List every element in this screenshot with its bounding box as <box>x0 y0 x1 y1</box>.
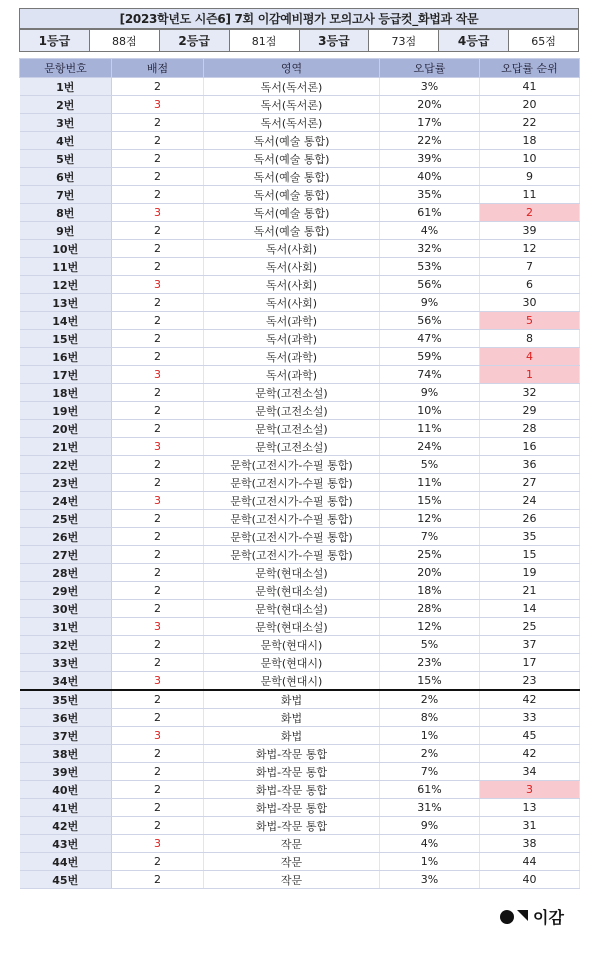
cell-area: 독서(과학) <box>204 348 380 366</box>
cell-error-rate: 39% <box>380 150 480 168</box>
cell-error-rate: 11% <box>380 420 480 438</box>
cell-error-rate: 11% <box>380 474 480 492</box>
cell-error-rank: 42 <box>480 745 580 763</box>
cell-area: 화법-작문 통합 <box>204 745 380 763</box>
cell-error-rate: 24% <box>380 438 480 456</box>
header-area: 영역 <box>204 59 380 78</box>
cell-error-rate: 7% <box>380 763 480 781</box>
cell-area: 독서(예술 통합) <box>204 150 380 168</box>
grade-1-score: 88점 <box>89 30 159 52</box>
header-points: 배점 <box>112 59 204 78</box>
cell-question-number: 33번 <box>20 654 112 672</box>
cell-points: 2 <box>112 582 204 600</box>
cell-points: 2 <box>112 817 204 835</box>
cell-points: 3 <box>112 835 204 853</box>
grade-4-label: 4등급 <box>439 30 509 52</box>
cell-points: 2 <box>112 330 204 348</box>
cell-area: 독서(사회) <box>204 240 380 258</box>
title-table <box>19 8 579 29</box>
cell-area: 독서(독서론) <box>204 96 380 114</box>
cell-error-rank: 15 <box>480 546 580 564</box>
cell-points: 2 <box>112 564 204 582</box>
cell-error-rate: 20% <box>380 96 480 114</box>
cell-error-rate: 8% <box>380 709 480 727</box>
cell-points: 2 <box>112 114 204 132</box>
cell-question-number: 18번 <box>20 384 112 402</box>
table-row <box>20 222 580 240</box>
table-row <box>20 96 580 114</box>
table-row <box>20 330 580 348</box>
cell-error-rate: 7% <box>380 528 480 546</box>
cell-error-rate: 10% <box>380 402 480 420</box>
cell-points: 2 <box>112 853 204 871</box>
cell-points: 2 <box>112 871 204 889</box>
cell-error-rank: 16 <box>480 438 580 456</box>
cell-error-rank: 26 <box>480 510 580 528</box>
cell-points: 2 <box>112 654 204 672</box>
table-row <box>20 546 580 564</box>
header-error-rank: 오답률 순위 <box>480 59 580 78</box>
cell-error-rate: 3% <box>380 78 480 96</box>
question-stats-table <box>19 58 580 889</box>
cell-error-rate: 4% <box>380 222 480 240</box>
cell-question-number: 14번 <box>20 312 112 330</box>
cell-points: 2 <box>112 528 204 546</box>
table-row <box>20 817 580 835</box>
cell-error-rank: 30 <box>480 294 580 312</box>
cell-question-number: 42번 <box>20 817 112 835</box>
cell-points: 3 <box>112 204 204 222</box>
cell-error-rate: 15% <box>380 492 480 510</box>
cell-area: 독서(독서론) <box>204 114 380 132</box>
cell-error-rate: 56% <box>380 276 480 294</box>
table-row <box>20 114 580 132</box>
cell-error-rate: 5% <box>380 456 480 474</box>
cell-points: 2 <box>112 132 204 150</box>
cell-question-number: 4번 <box>20 132 112 150</box>
table-row <box>20 168 580 186</box>
cell-error-rate: 25% <box>380 546 480 564</box>
cell-points: 2 <box>112 799 204 817</box>
cell-question-number: 29번 <box>20 582 112 600</box>
cell-error-rank: 19 <box>480 564 580 582</box>
table-row <box>20 366 580 384</box>
cell-points: 3 <box>112 276 204 294</box>
cell-error-rank: 34 <box>480 763 580 781</box>
cell-error-rank: 7 <box>480 258 580 276</box>
cell-area: 문학(고전소설) <box>204 402 380 420</box>
table-row <box>20 835 580 853</box>
cell-question-number: 19번 <box>20 402 112 420</box>
table-header-row <box>20 59 580 78</box>
cell-question-number: 12번 <box>20 276 112 294</box>
cell-question-number: 5번 <box>20 150 112 168</box>
grade-2-score: 81점 <box>229 30 299 52</box>
cell-question-number: 24번 <box>20 492 112 510</box>
table-row <box>20 799 580 817</box>
cell-area: 문학(현대시) <box>204 636 380 654</box>
cell-error-rank: 11 <box>480 186 580 204</box>
cell-error-rank: 10 <box>480 150 580 168</box>
cell-area: 독서(사회) <box>204 294 380 312</box>
cell-points: 3 <box>112 438 204 456</box>
table-row <box>20 618 580 636</box>
grade-1-label: 1등급 <box>20 30 90 52</box>
table-row <box>20 727 580 745</box>
cell-area: 독서(과학) <box>204 312 380 330</box>
cell-points: 2 <box>112 600 204 618</box>
cell-area: 문학(고전소설) <box>204 438 380 456</box>
table-row <box>20 510 580 528</box>
cell-error-rank: 36 <box>480 456 580 474</box>
cell-points: 2 <box>112 78 204 96</box>
table-row <box>20 654 580 672</box>
cell-error-rate: 32% <box>380 240 480 258</box>
cell-area: 독서(예술 통합) <box>204 204 380 222</box>
cell-question-number: 13번 <box>20 294 112 312</box>
cell-points: 2 <box>112 474 204 492</box>
table-row <box>20 672 580 691</box>
cell-area: 문학(고전시가-수필 통합) <box>204 510 380 528</box>
table-row <box>20 276 580 294</box>
cell-error-rate: 9% <box>380 294 480 312</box>
table-row <box>20 636 580 654</box>
cell-area: 문학(고전시가-수필 통합) <box>204 492 380 510</box>
table-row <box>20 150 580 168</box>
cell-error-rate: 35% <box>380 186 480 204</box>
cell-question-number: 32번 <box>20 636 112 654</box>
cell-question-number: 3번 <box>20 114 112 132</box>
cell-error-rate: 9% <box>380 817 480 835</box>
logo-dot-icon <box>500 910 514 924</box>
table-row <box>20 186 580 204</box>
cell-points: 2 <box>112 348 204 366</box>
cell-question-number: 15번 <box>20 330 112 348</box>
cell-question-number: 34번 <box>20 672 112 691</box>
cell-error-rank: 45 <box>480 727 580 745</box>
table-row <box>20 294 580 312</box>
table-row <box>20 384 580 402</box>
cell-points: 2 <box>112 240 204 258</box>
cell-points: 3 <box>112 366 204 384</box>
cell-error-rank: 28 <box>480 420 580 438</box>
cell-area: 독서(사회) <box>204 276 380 294</box>
cell-error-rank: 18 <box>480 132 580 150</box>
cell-error-rate: 40% <box>380 168 480 186</box>
cell-error-rate: 56% <box>380 312 480 330</box>
cell-error-rank: 40 <box>480 871 580 889</box>
cell-error-rate: 5% <box>380 636 480 654</box>
cell-area: 문학(현대시) <box>204 654 380 672</box>
cell-area: 문학(고전소설) <box>204 384 380 402</box>
table-row <box>20 78 580 96</box>
cell-error-rate: 2% <box>380 690 480 709</box>
table-row <box>20 420 580 438</box>
cell-question-number: 9번 <box>20 222 112 240</box>
cell-error-rank: 6 <box>480 276 580 294</box>
cell-error-rate: 61% <box>380 781 480 799</box>
cell-area: 독서(과학) <box>204 330 380 348</box>
cell-error-rate: 9% <box>380 384 480 402</box>
cell-points: 2 <box>112 150 204 168</box>
cell-error-rank: 20 <box>480 96 580 114</box>
cell-area: 문학(현대소설) <box>204 564 380 582</box>
cell-error-rank: 22 <box>480 114 580 132</box>
cell-area: 독서(예술 통합) <box>204 132 380 150</box>
cell-error-rate: 12% <box>380 618 480 636</box>
cell-points: 2 <box>112 294 204 312</box>
cell-area: 독서(예술 통합) <box>204 186 380 204</box>
cell-error-rate: 15% <box>380 672 480 691</box>
table-row <box>20 402 580 420</box>
table-row <box>20 763 580 781</box>
cell-question-number: 21번 <box>20 438 112 456</box>
cell-points: 3 <box>112 618 204 636</box>
cell-points: 2 <box>112 763 204 781</box>
cell-question-number: 36번 <box>20 709 112 727</box>
cell-error-rank: 42 <box>480 690 580 709</box>
cell-error-rank: 17 <box>480 654 580 672</box>
cell-points: 2 <box>112 690 204 709</box>
table-row <box>20 438 580 456</box>
logo-triangle-icon <box>517 910 528 921</box>
table-row <box>20 582 580 600</box>
grade-4-score: 65점 <box>509 30 579 52</box>
cell-points: 2 <box>112 745 204 763</box>
cell-points: 3 <box>112 727 204 745</box>
cell-error-rank: 41 <box>480 78 580 96</box>
cell-question-number: 44번 <box>20 853 112 871</box>
cell-error-rank: 13 <box>480 799 580 817</box>
logo-text: 이감 <box>533 908 564 927</box>
cell-error-rank: 2 <box>480 204 580 222</box>
cell-points: 2 <box>112 636 204 654</box>
cell-error-rate: 31% <box>380 799 480 817</box>
cell-points: 2 <box>112 186 204 204</box>
cell-area: 문학(현대소설) <box>204 600 380 618</box>
cell-question-number: 45번 <box>20 871 112 889</box>
cell-question-number: 1번 <box>20 78 112 96</box>
cell-points: 2 <box>112 546 204 564</box>
cell-area: 작문 <box>204 871 380 889</box>
cell-error-rank: 21 <box>480 582 580 600</box>
sheet-title: [2023학년도 시즌6] 7회 이감예비평가 모의고사 등급컷_화법과 작문 <box>20 9 579 29</box>
cell-question-number: 23번 <box>20 474 112 492</box>
table-row <box>20 474 580 492</box>
cell-error-rate: 2% <box>380 745 480 763</box>
table-row <box>20 690 580 709</box>
cell-error-rank: 44 <box>480 853 580 871</box>
cell-area: 작문 <box>204 835 380 853</box>
cell-question-number: 35번 <box>20 690 112 709</box>
cell-points: 2 <box>112 709 204 727</box>
cell-question-number: 6번 <box>20 168 112 186</box>
cell-question-number: 25번 <box>20 510 112 528</box>
cell-question-number: 38번 <box>20 745 112 763</box>
table-row <box>20 564 580 582</box>
cell-error-rate: 47% <box>380 330 480 348</box>
cell-error-rate: 23% <box>380 654 480 672</box>
cell-points: 2 <box>112 312 204 330</box>
header-error-rate: 오답률 <box>380 59 480 78</box>
table-row <box>20 871 580 889</box>
cell-points: 2 <box>112 384 204 402</box>
cell-question-number: 22번 <box>20 456 112 474</box>
table-row <box>20 456 580 474</box>
table-row <box>20 132 580 150</box>
cell-area: 화법-작문 통합 <box>204 799 380 817</box>
cell-error-rate: 53% <box>380 258 480 276</box>
cell-question-number: 8번 <box>20 204 112 222</box>
cell-area: 문학(고전시가-수필 통합) <box>204 456 380 474</box>
cell-error-rank: 12 <box>480 240 580 258</box>
cell-points: 2 <box>112 456 204 474</box>
cell-area: 화법-작문 통합 <box>204 781 380 799</box>
cell-question-number: 31번 <box>20 618 112 636</box>
cell-error-rate: 22% <box>380 132 480 150</box>
table-row <box>20 348 580 366</box>
cell-question-number: 41번 <box>20 799 112 817</box>
cell-question-number: 28번 <box>20 564 112 582</box>
cell-area: 화법 <box>204 690 380 709</box>
table-row <box>20 781 580 799</box>
cell-error-rank: 8 <box>480 330 580 348</box>
grade-3-label: 3등급 <box>299 30 369 52</box>
cell-error-rate: 28% <box>380 600 480 618</box>
cell-area: 문학(현대소설) <box>204 618 380 636</box>
cell-points: 2 <box>112 420 204 438</box>
cell-question-number: 17번 <box>20 366 112 384</box>
table-row <box>20 204 580 222</box>
cell-error-rank: 29 <box>480 402 580 420</box>
grade-cut-sheet <box>19 8 579 889</box>
cell-area: 화법-작문 통합 <box>204 817 380 835</box>
cell-error-rank: 32 <box>480 384 580 402</box>
cell-question-number: 39번 <box>20 763 112 781</box>
cell-error-rate: 18% <box>380 582 480 600</box>
cell-error-rate: 12% <box>380 510 480 528</box>
cell-area: 작문 <box>204 853 380 871</box>
cell-area: 문학(현대소설) <box>204 582 380 600</box>
cell-area: 문학(고전소설) <box>204 420 380 438</box>
table-row <box>20 312 580 330</box>
cell-area: 독서(예술 통합) <box>204 168 380 186</box>
cell-question-number: 16번 <box>20 348 112 366</box>
cell-points: 3 <box>112 96 204 114</box>
table-row <box>20 853 580 871</box>
cell-error-rank: 3 <box>480 781 580 799</box>
cell-area: 독서(예술 통합) <box>204 222 380 240</box>
cell-error-rate: 3% <box>380 871 480 889</box>
cell-error-rate: 1% <box>380 727 480 745</box>
cell-error-rank: 39 <box>480 222 580 240</box>
cell-question-number: 20번 <box>20 420 112 438</box>
cell-question-number: 10번 <box>20 240 112 258</box>
table-row <box>20 528 580 546</box>
cell-error-rank: 35 <box>480 528 580 546</box>
cell-error-rank: 5 <box>480 312 580 330</box>
table-row <box>20 600 580 618</box>
table-row <box>20 240 580 258</box>
cell-error-rank: 31 <box>480 817 580 835</box>
cell-question-number: 40번 <box>20 781 112 799</box>
cell-points: 2 <box>112 222 204 240</box>
cell-area: 화법 <box>204 727 380 745</box>
grade-3-score: 73점 <box>369 30 439 52</box>
cell-error-rate: 4% <box>380 835 480 853</box>
igam-logo <box>500 905 564 928</box>
cell-area: 문학(고전시가-수필 통합) <box>204 546 380 564</box>
cell-error-rank: 25 <box>480 618 580 636</box>
cell-area: 문학(고전시가-수필 통합) <box>204 474 380 492</box>
cell-area: 독서(독서론) <box>204 78 380 96</box>
cell-question-number: 37번 <box>20 727 112 745</box>
cell-points: 2 <box>112 168 204 186</box>
cell-question-number: 26번 <box>20 528 112 546</box>
cell-error-rate: 17% <box>380 114 480 132</box>
cell-points: 3 <box>112 492 204 510</box>
cell-area: 화법-작문 통합 <box>204 763 380 781</box>
cell-error-rank: 23 <box>480 672 580 691</box>
table-row <box>20 492 580 510</box>
cell-error-rate: 20% <box>380 564 480 582</box>
cell-points: 3 <box>112 672 204 691</box>
cell-error-rate: 59% <box>380 348 480 366</box>
header-question-number: 문항번호 <box>20 59 112 78</box>
cell-error-rank: 1 <box>480 366 580 384</box>
cell-question-number: 11번 <box>20 258 112 276</box>
cell-area: 독서(과학) <box>204 366 380 384</box>
cell-points: 2 <box>112 402 204 420</box>
table-row <box>20 745 580 763</box>
cell-question-number: 2번 <box>20 96 112 114</box>
cell-area: 화법 <box>204 709 380 727</box>
cell-error-rank: 38 <box>480 835 580 853</box>
cell-question-number: 7번 <box>20 186 112 204</box>
cell-error-rank: 14 <box>480 600 580 618</box>
cell-question-number: 27번 <box>20 546 112 564</box>
cell-error-rate: 74% <box>380 366 480 384</box>
grade-cut-table <box>19 29 579 52</box>
cell-error-rank: 27 <box>480 474 580 492</box>
cell-area: 독서(사회) <box>204 258 380 276</box>
cell-area: 문학(현대시) <box>204 672 380 691</box>
cell-error-rank: 37 <box>480 636 580 654</box>
cell-error-rank: 33 <box>480 709 580 727</box>
cell-points: 2 <box>112 510 204 528</box>
cell-error-rank: 9 <box>480 168 580 186</box>
cell-question-number: 30번 <box>20 600 112 618</box>
table-row <box>20 709 580 727</box>
grade-2-label: 2등급 <box>159 30 229 52</box>
cell-error-rate: 61% <box>380 204 480 222</box>
table-row <box>20 258 580 276</box>
cell-error-rate: 1% <box>380 853 480 871</box>
cell-points: 2 <box>112 781 204 799</box>
cell-question-number: 43번 <box>20 835 112 853</box>
cell-error-rank: 24 <box>480 492 580 510</box>
cell-area: 문학(고전시가-수필 통합) <box>204 528 380 546</box>
cell-error-rank: 4 <box>480 348 580 366</box>
cell-points: 2 <box>112 258 204 276</box>
